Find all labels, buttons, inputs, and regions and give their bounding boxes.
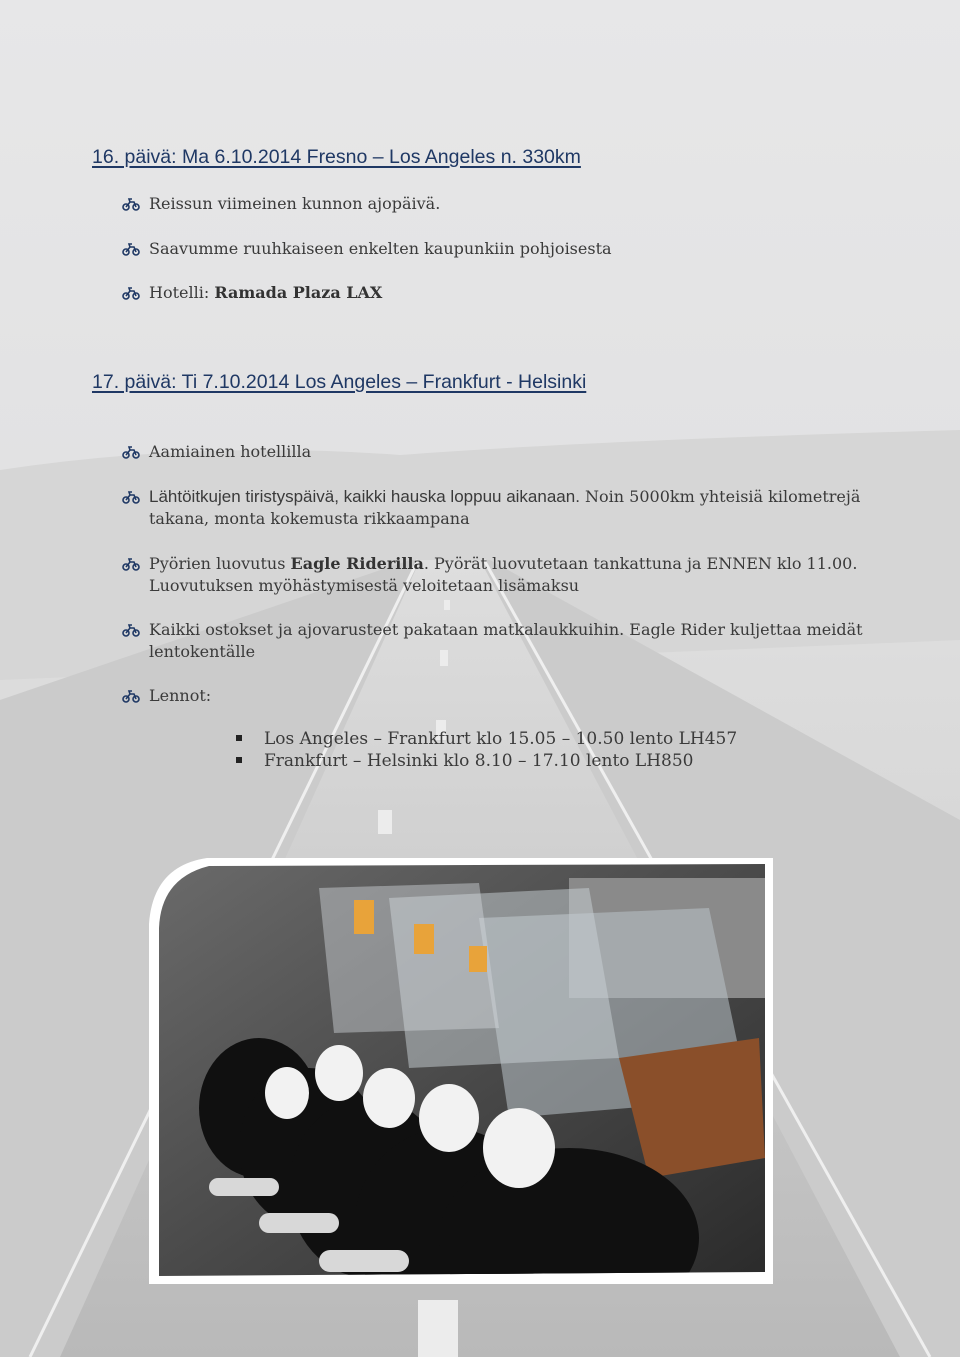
motorcycle-icon — [122, 196, 140, 211]
motorcycle-icon — [122, 241, 140, 256]
hotel-name: Ramada Plaza LAX — [214, 283, 383, 302]
list-item-flights: Lennot: — [122, 685, 912, 707]
square-bullet — [236, 757, 242, 763]
motorcycle-icon — [122, 556, 140, 571]
rental-company-name: Eagle Riderilla — [290, 554, 424, 573]
list-item-bike-return: Pyörien luovutus Eagle Riderilla. Pyörät luovutetaan tankattuna ja ENNEN klo 11.00. Luovutuksen myöhästymisestä veloitetaan lisämaksu — [122, 553, 912, 597]
day-16-heading: 16. päivä: Ma 6.10.2014 Fresno – Los Angeles n. 330km — [92, 146, 581, 168]
motorcycle-icon — [122, 444, 140, 459]
list-item: Lähtöitkujen tiristyspäivä, kaikki hauska loppuu aikanaan. Noin 5000km yhteisiä kilometrejä takana, monta kokemusta rikkaampana — [122, 486, 912, 530]
motorcycle-icon — [122, 285, 140, 300]
list-item: Reissun viimeinen kunnon ajopäivä. — [122, 193, 912, 215]
day-17-heading: 17. päivä: Ti 7.10.2014 Los Angeles – Frankfurt - Helsinki — [92, 371, 587, 393]
flight-item: Frankfurt – Helsinki klo 8.10 – 17.10 lento LH850 — [236, 750, 693, 772]
motorcycle-icon — [122, 489, 140, 504]
motorcycles-photo — [149, 858, 773, 1284]
flight-item: Los Angeles – Frankfurt klo 15.05 – 10.50 lento LH457 — [236, 728, 737, 750]
list-item-hotel: Hotelli: Ramada Plaza LAX — [122, 282, 912, 304]
motorcycle-icon — [122, 622, 140, 637]
motorcycle-icon — [122, 688, 140, 703]
list-item: Kaikki ostokset ja ajovarusteet pakataan matkalaukkuihin. Eagle Rider kuljettaa meidät lentokentälle — [122, 619, 912, 663]
square-bullet — [236, 735, 242, 741]
list-item: Saavumme ruuhkaiseen enkelten kaupunkiin pohjoisesta — [122, 238, 912, 260]
list-item: Aamiainen hotellilla — [122, 441, 912, 463]
